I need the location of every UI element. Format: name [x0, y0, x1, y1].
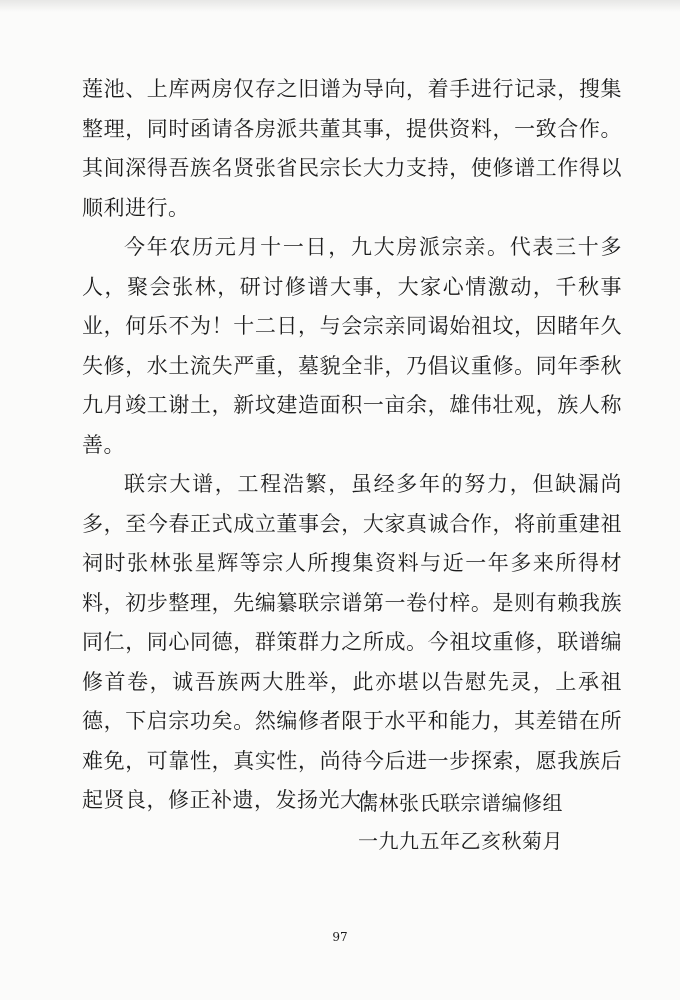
signature-block: [358, 784, 618, 860]
paragraph-gathering: 今年农历元月十一日，九大房派宗亲。代表三十多人，聚会张林，研讨修谱大事，大家心情激动，千秋事业，何乐不为！十二日，与会宗亲同谒始祖坟，因睹年久失修，水土流失严重，墓貌全非，乃倡议重修。同年季秋九月竣工谢土，新坟建造面积一亩余，雄伟壮观，族人称善。: [82, 235, 622, 457]
page-number: 97: [332, 930, 348, 944]
paragraph-genealogy: 联宗大谱，工程浩繁，虽经多年的努力，但缺漏尚多，至今春正式成立董事会，大家真诚合作，将前重建祖祠时张林张星辉等宗人所搜集资料与近一年多来所得材料，初步整理，先编纂联宗谱第一卷付梓。是则有赖我族同仁，同心同德，群策群力之所成。今祖坟重修，联谱编修首卷，诚吾族两大胜举，此亦堪以告慰先灵，上承祖德，下启宗功矣。然编修者限于水平和能力，其差错在所难免，可靠性，真实性，尚待今后进一步探索，愿我族后起贤良，修正补遗，发扬光大！: [82, 472, 622, 812]
paragraph-continuation: 莲池、上库两房仅存之旧谱为导向，着手进行记录，搜集整理，同时函请各房派共董其事，提供资料，一致合作。其间深得吾族名贤张省民宗长大力支持，使修谱工作得以顺利进行。: [82, 77, 622, 220]
body-text: [82, 70, 622, 821]
scan-top-edge: [0, 0, 680, 12]
signature-author: 儒林张氏联宗谱编修组: [358, 791, 563, 815]
signature-date: 一九九五年乙亥秋菊月: [358, 829, 563, 853]
